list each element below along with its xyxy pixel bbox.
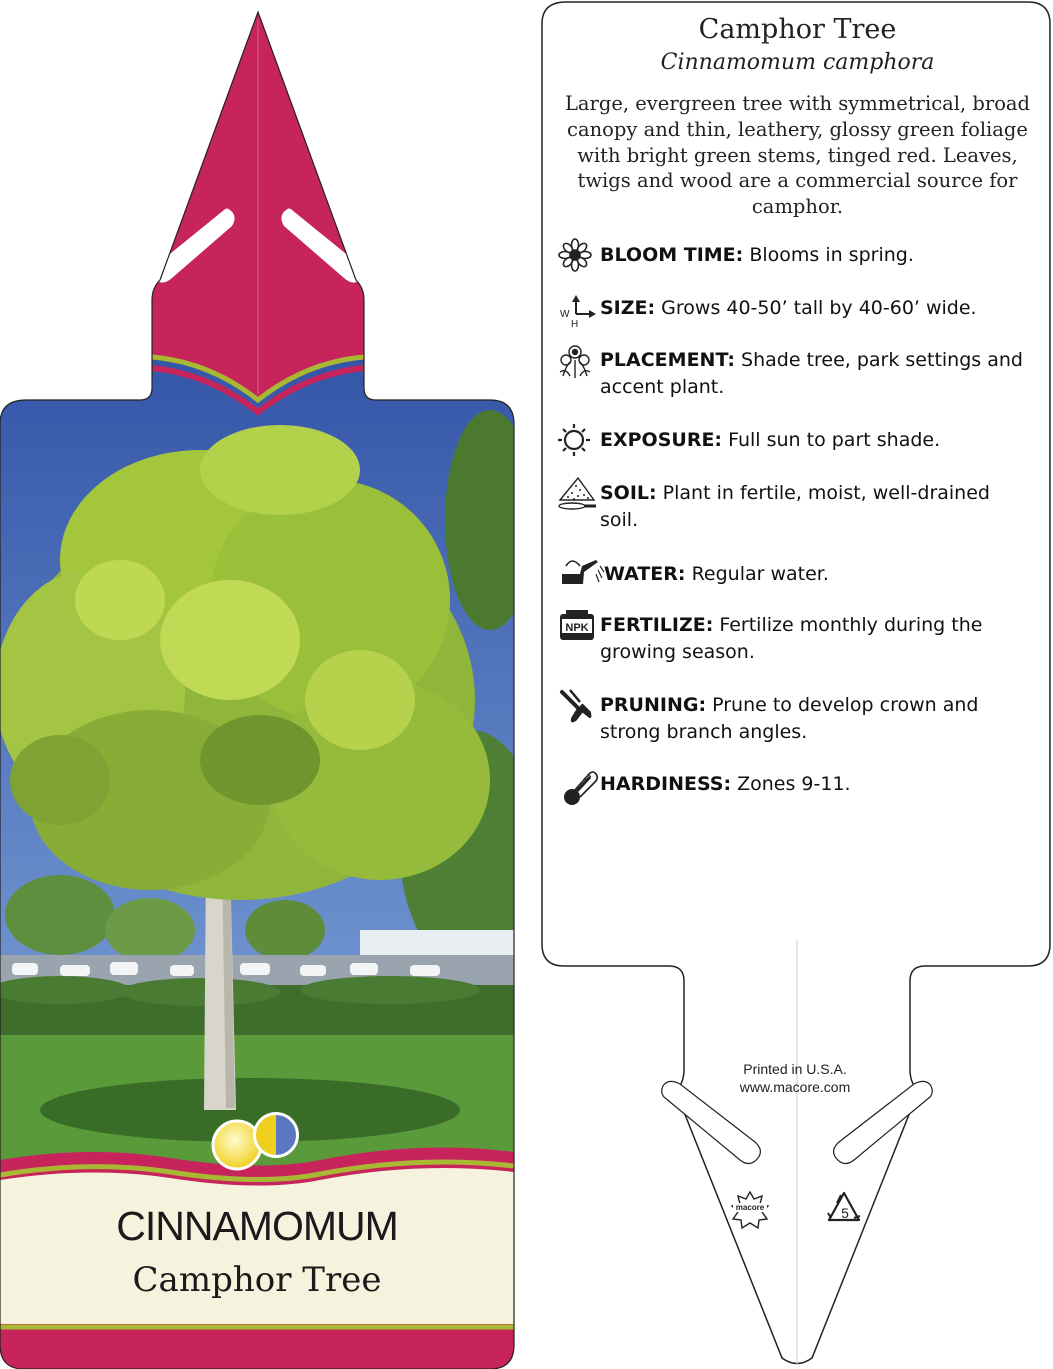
front-common-name: Camphor Tree <box>132 1260 382 1300</box>
part-shade-icon <box>253 1112 299 1158</box>
printed-in: Printed in U.S.A. <box>743 1061 847 1077</box>
attribute-label: PRUNING: <box>600 694 707 716</box>
attribute-text: Fertilize monthly during the growing season. <box>600 614 983 663</box>
sun-icon <box>213 1121 261 1169</box>
attribute-text: Shade tree, park settings and accent plant. <box>600 349 1023 398</box>
attribute-label: FERTILIZE: <box>600 614 714 636</box>
attribute-pruning <box>558 692 1028 746</box>
attribute-placement <box>558 347 1028 401</box>
attribute-fertilize <box>558 612 1028 666</box>
attribute-label: WATER: <box>604 563 686 585</box>
attribute-size <box>558 295 1028 322</box>
website-url: www.macore.com <box>739 1079 851 1095</box>
attribute-water <box>558 561 1028 588</box>
top-wave-band <box>0 330 514 398</box>
attribute-bloom-time <box>558 242 1028 269</box>
attribute-hardiness <box>558 771 1028 798</box>
back-title: Camphor Tree <box>698 14 897 45</box>
attribute-text: Blooms in spring. <box>749 244 914 266</box>
latin-name: Cinnamomum camphora <box>660 50 935 75</box>
attribute-label: SOIL: <box>600 482 657 504</box>
attribute-text: Plant in fertile, moist, well-drained soil. <box>600 482 990 531</box>
attribute-label: SIZE: <box>600 297 656 319</box>
attribute-label: EXPOSURE: <box>600 429 723 451</box>
attribute-text: Grows 40-50’ tall by 40-60’ wide. <box>661 297 977 319</box>
plant-description: Large, evergreen tree with symmetrical, broad canopy and thin, leathery, glossy green foliage with bright green stems, tinged red. Leaves, twigs and wood are a commercial source for camphor. <box>564 92 1031 219</box>
attribute-text: Regular water. <box>691 563 829 585</box>
size-icon-w: W <box>560 309 570 320</box>
attribute-exposure <box>558 427 1028 454</box>
recycle-code: 5 <box>841 1205 849 1221</box>
attribute-text: Full sun to part shade. <box>728 429 941 451</box>
size-icon-h: H <box>571 319 579 330</box>
front-genus-name: CINNAMOMUM <box>116 1203 398 1249</box>
attribute-label: PLACEMENT: <box>600 349 735 371</box>
macore-logo-text: macore <box>735 1203 765 1212</box>
npk-label: NPK <box>565 622 589 634</box>
attribute-text: Zones 9-11. <box>737 773 851 795</box>
attribute-soil <box>558 480 1028 534</box>
printed-info <box>700 1060 890 1096</box>
attribute-label: BLOOM TIME: <box>600 244 744 266</box>
attribute-label: HARDINESS: <box>600 773 732 795</box>
attribute-text: Prune to develop crown and strong branch angles. <box>600 694 979 743</box>
